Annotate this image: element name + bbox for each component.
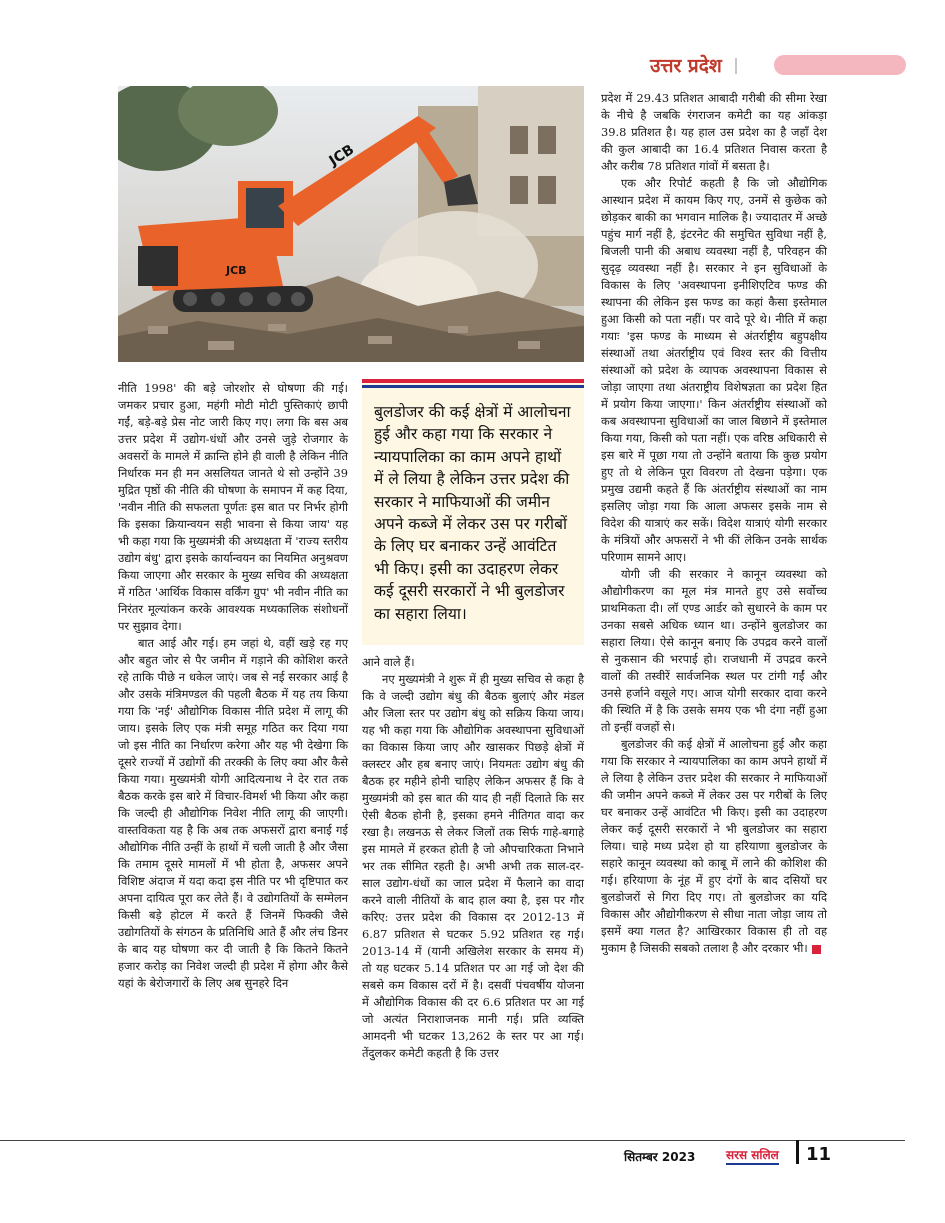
demolition-illustration <box>118 86 584 362</box>
paragraph-text: बुलडोजर की कई क्षेत्रों में आलोचना हुई और कहा गया कि सरकार ने न्यायपालिका का काम अपने हाथों में ले लिया है लेकिन उत्तर प्रदेश की सरकार ने माफियाओं की जमीन अपने कब्जे में लेकर उस पर गरीबों के लिए घर बनाकर उन्हें आवंटित भी किए। इसी का उदाहरण लेकर कई दूसरी सरकारों ने भी बुलडोजर का सहारा लिया। चाहे मध्य प्रदेश हो या हरियाणा बुलडोजर के सहारे कानून व्यवस्था को काबू में लाने की कोशिश की गई। हरियाणा के नूंह में हुए दंगों के बाद दसियों घर बुलडोजरों से गिरा दिए गए। तो बुलडोजर का यदि विकास और औद्योगीकरण से सीधा नाता जोड़ा जाय तो इसमें क्या गलत है? आखिरकार विकास ही तो वह मुकाम है जिसकी सबको तलाश है और दरकार भी। <box>601 737 827 955</box>
paragraph-final <box>601 736 827 957</box>
paragraph: एक और रिपोर्ट कहती है कि जो औद्योगिक आस्थान प्रदेश में कायम किए गए, उनमें से कुछेक को छोड़कर बाकी का भगवान मालिक है। ज्यादातर में अच्छे पहुंच मार्ग नहीं है, इंटरनेट की समुचित सुविधा नहीं है, बिजली पानी की अबाध व्यवस्था नहीं है, परिवहन की सुदृढ़ व्यवस्था नहीं है। सरकार ने इन सुविधाओं के विकास के लिए 'अवस्थापना इनीशिएटिव फण्ड की स्थापना की लेकिन इस फण्ड का कहां कैसा इस्तेमाल हुआ किसी को पता नहीं। पर वादे पूरे थे। नीति में कहा गयाः 'इस फण्ड के माध्यम से अंतर्राष्ट्रीय बहुपक्षीय संस्थाओं तथा अंतर्राष्ट्रीय एवं विश्व स्तर की वित्तीय संस्थाओं को प्रदेश के व्यापक अवस्थापना विकास से जोड़ा जाएगा तथा अंतराष्ट्रीय विशेषज्ञता का प्रदेश हित में प्रयोग किया जाएगा।' किन अंतर्राष्ट्रीय संस्थाओं को कब अवस्थापना सुविधाओं का जाल बिछाने में इस्तेमाल किया गया, किसी को पता नहीं। एक वरिष्ठ अधिकारी से इस बारे में पूछा गया तो उन्होंने बताया कि कुछ प्रयोग हुए तो थे लेकिन पूरा विवरण तो देखना पड़ेगा। एक प्रमुख उद्यमी कहते हैं कि अंतर्राष्ट्रीय संस्थाओं का नाम इसलिए जोड़ा गया कि आला अफसर इसके नाम से विदेश की यात्राएं कर सकें। विदेश यात्राएं योगी सरकार के मंत्रियों और अफसरों ने भी कीं लेकिन उनके सार्थक परिणाम सामने आए। <box>601 176 827 564</box>
article-column-1 <box>118 380 348 992</box>
paragraph: योगी जी की सरकार ने कानून व्यवस्था को औद्योगीकरण का मूल मंत्र मानते हुए उसे सर्वोच्च प्राथमिकता दी। लॉ एण्ड आर्डर को सुधारने के काम पर उनका सबसे अधिक ध्यान था। उन्होंने बुलडोजर का सहारा लिया। ऐसे कानून बनाए कि उपद्रव करने वालों से नुकसान की भरपाई हो। राजधानी में उपद्रव करने वालों की तस्वीरें सार्वजनिक स्थल पर टांगी गईं और उनसे हर्जाने वसूले गए। आज योगी सरकार दावा करने की स्थिति में है कि उसके समय एक भी दंगा नहीं हुआ तो इन्हीं वजहों से। <box>601 567 827 734</box>
section-header <box>640 52 910 80</box>
paragraph: नीति 1998' की बड़े जोरशोर से घोषणा की गई। जमकर प्रचार हुआ, महंगी मोटी मोटी पुस्तिकाएं छापी गईं, बड़े-बड़े प्रेस नोट जारी किए गए। लगा कि बस अब उत्तर प्रदेश में उद्योग-धंधों और उनसे जुड़े रोजगार के अवसरों के मामले में क्रान्ति होने ही वाली है लेकिन नीति निर्धारक मन ही मन असलियत जानते थे सो उन्होंने 39 मुद्रित पृष्ठों की नीति की घोषणा के समापन में कह दिया, 'नवीन नीति की सफलता पूर्णतः इस बात पर निर्भर होगी कि इसका क्रियान्वयन सही भावना से किया जाय' यह भी कहा गया कि मुख्यमंत्री की अध्यक्षता में 'राज्य स्तरीय उद्योग बंधु' द्वारा इसके कार्यान्वयन का नियमित अनुश्रवण किया जाएगा और सरकार के मुख्य सचिव की अध्यक्षता में गठित 'आर्थिक विकास वर्किंग ग्रुप' भी नवीन नीति का निरंतर मूल्यांकन करके आवश्यक मध्यकालिक संशोधनों पर सुझाव देगा। <box>118 381 348 633</box>
footer-separator <box>796 1140 799 1164</box>
issue-date: सितम्बर 2023 <box>624 1150 696 1164</box>
pull-quote-rule-blue <box>362 385 584 388</box>
pull-quote-box <box>362 379 584 645</box>
page-footer <box>624 1144 924 1170</box>
paragraph: प्रदेश में 29.43 प्रतिशत आबादी गरीबी की सीमा रेखा के नीचे है जबकि रंगराजन कमेटी का यह आंकड़ा 39.8 प्रतिशत है। यह हाल उस प्रदेश का है जहाँ देश की कुल आबादी का 16.4 प्रतिशत निवास करता है और करीब 78 प्रतिशत गांवों में बसता है। <box>601 91 827 173</box>
end-of-article-mark <box>812 945 821 954</box>
body-brand-label: JCB <box>226 264 247 277</box>
header-decoration <box>774 55 906 75</box>
magazine-logo: सरस सलिल <box>726 1146 779 1165</box>
page-number: 11 <box>806 1144 832 1165</box>
header-separator <box>735 58 737 74</box>
bulldozer-photo <box>118 86 584 362</box>
paragraph: आने वाले हैं। <box>362 655 415 669</box>
boom-brand-label: JCB <box>326 141 358 170</box>
pull-quote-text: बुलडोजर की कई क्षेत्रों में आलोचना हुई और कहा गया कि सरकार ने न्यायपालिका का काम अपने हाथों में ले लिया है लेकिन उत्तर प्रदेश की सरकार ने माफियाओं की जमीन अपने कब्जे में लेकर उस पर गरीबों के लिए घर बनाकर उन्हें आवंटित भी किए। इसी का उदाहरण लेकर कई दूसरी सरकारों ने भी बुलडोजर का सहारा लिया। <box>374 403 571 623</box>
pull-quote-rule-red <box>362 379 584 383</box>
footer-rule <box>0 1140 905 1141</box>
article-column-2 <box>362 654 584 1062</box>
article-column-3 <box>601 90 827 957</box>
section-title: उत्तर प्रदेश <box>650 55 722 77</box>
paragraph: बात आई और गई। हम जहां थे, वहीं खड़े रह गए और बहुत जोर से पैर जमीन में गड़ाने की कोशिश करते रहे ताकि पीछे न धकेल जाएं। जब से नई सरकार आई है और उसके मंत्रिमण्डल की पहली बैठक में यह तय किया गया कि 'नई' औद्योगिक विकास नीति प्रदेश में लागू की जाय। इसके लिए एक मंत्री समूह गठित कर दिया गया जो इस नीति का निर्धारण करेगा और यह भी देखेगा कि दूसरे राज्यों में उद्योगों की तरक्की के लिए क्या और कैसे किया गया। मुख्यमंत्री योगी आदित्यनाथ ने देर रात तक बैठक करके इस बारे में विचार-विमर्श भी किया और कहा कि जल्दी ही औद्योगिक निवेश नीति लागू की जाएगी। वास्तविकता यह है कि अब तक अफसरों द्वारा बनाई गई औद्योगिक नीति उन्हीं के हाथों में चली जाती है और जैसा कि तमाम दूसरे मामलों में भी होता है, अफसर अपने विशिष्ट अंदाज में यदा कदा इस नीति पर भी दृष्टिपात कर अपना दायित्व पूरा कर लेते हैं। वे उद्योगतियों के सम्मेलन किसी बड़े होटल में करते हैं जिनमें फिक्की जैसे उद्योगतियों के संगठन के प्रतिनिधि आते हैं और लंच डिनर के बाद यह घोषणा कर दी जाती है कि कितने कितने हजार करोड़ का निवेश जल्दी ही प्रदेश में होगा और कैसे यहां के बेरोजगारों के लिए अब सुनहरे दिन <box>118 636 348 990</box>
paragraph: नए मुख्यमंत्री ने शुरू में ही मुख्य सचिव से कहा है कि वे जल्दी उद्योग बंधु की बैठक बुलाएं और मंडल और जिला स्तर पर उद्योग बंधु को सक्रिय किया जाय। यह भी कहा गया कि औद्योगिक अवस्थापना सुविधाओं का विकास किया जाए और खासकर पिछड़े क्षेत्रों में क्लस्टर और हब बनाए जाएं। नियमतः उद्योग बंधु की बैठक हर महीने होनी चाहिए लेकिन अफसर हैं कि वे मुख्यमंत्री को इस बात की याद ही नहीं दिलाते कि सर ऐसी बैठक होनी है, इसका हमने नीतिगत वादा कर रखा है। लखनऊ से लेकर जिलों तक सिर्फ गाहे-बगाहे इस मामले में हरकत होती है जो औपचारिकता निभाने भर तक सीमित रहती है। अभी अभी तक साल-दर-साल उद्योग-धंधों का जाल प्रदेश में फैलाने का वादा करने वाली नीतियों के बाद हाल क्या है, इस पर गौर करिए: उत्तर प्रदेश की विकास दर 2012-13 में 6.87 प्रतिशत से घटकर 5.92 प्रतिशत रह गई। 2013-14 में (यानी अखिलेश सरकार के समय में) तो यह घटकर 5.14 प्रतिशत पर आ गई जो देश की सबसे कम विकास दरों में है। दसवीं पंचवर्षीय योजना में औद्योगिक विकास की दर 6.6 प्रतिशत पर आ गई जो अत्यंत निराशाजनक मानी गई। प्रति व्यक्ति आमदनी भी घटकर 13,262 के स्तर पर आ गई। तेंदुलकर कमेटी कहती है कि उत्तर <box>362 672 584 1060</box>
